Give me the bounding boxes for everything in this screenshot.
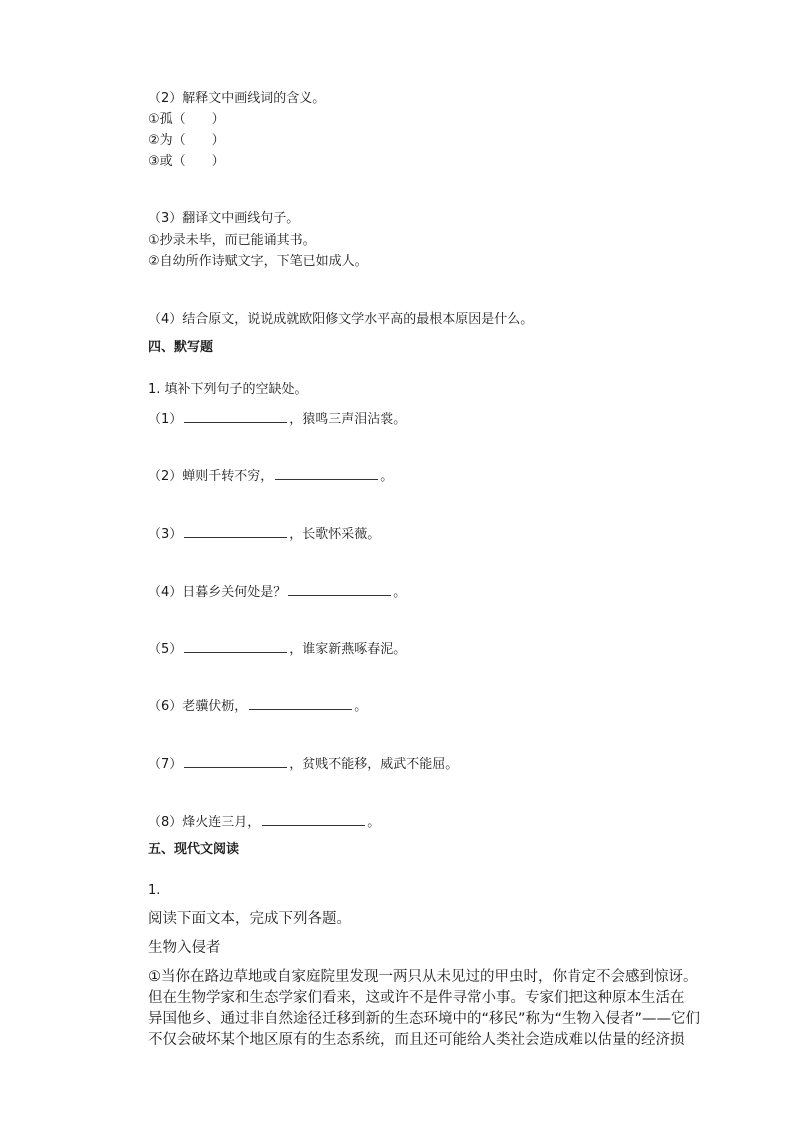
article-paragraph-line-4: 不仅会破坏某个地区原有的生态系统，而且还可能给人类社会造成难以估量的经济损 [148,1032,685,1048]
fill-item-num: （5） [148,642,183,657]
q3-prompt: （3）翻译文中画线句子。 [148,211,300,226]
fill-blank[interactable] [262,813,365,826]
fill-blank[interactable] [184,640,287,653]
fill-item-num: （8） [148,815,183,830]
section4-question: 1. 填补下列句子的空缺处。 [148,382,308,397]
section4-title: 四、默写题 [148,340,214,355]
fill-item-6 [148,697,367,716]
fill-item-5 [148,640,406,659]
q2-prompt: （2）解释文中画线词的含义。 [148,91,326,106]
fill-blank[interactable] [275,467,378,480]
fill-item-4 [148,583,406,602]
fill-item-num: （1） [148,412,183,427]
fill-item-num: （6） [148,699,183,714]
article-paragraph-line-3: 异国他乡、通过非自然途径迁移到新的生态环境中的“移民”称为“生物入侵者”——它们 [148,1011,701,1027]
fill-blank[interactable] [288,583,391,596]
fill-item-after: 。 [380,469,394,484]
fill-item-num: （4） [148,585,183,600]
q4-prompt: （4）结合原文，说说成就欧阳修文学水平高的最根本原因是什么。 [148,312,534,327]
fill-item-num: （2） [148,469,183,484]
section5-question-number: 1. [148,883,161,898]
fill-item-1 [148,410,406,429]
fill-item-num: （7） [148,757,183,772]
fill-item-after: ，贫贱不能移，威武不能屈。 [289,757,459,772]
q2-item-3: ③或（ ） [148,154,225,169]
fill-item-before: 日暮乡关何处是？ [182,585,287,600]
fill-blank[interactable] [184,525,287,538]
fill-item-after: ，谁家新燕啄春泥。 [289,642,407,657]
q2-item-1: ①孤（ ） [148,112,225,127]
fill-item-2 [148,467,393,486]
fill-blank[interactable] [184,755,287,768]
fill-item-after: 。 [354,699,368,714]
article-paragraph-line-1: ①当你在路边草地或自家庭院里发现一两只从未见过的甲虫时，你肯定不会感到惊讶。 [148,969,698,985]
fill-item-8 [148,813,380,832]
section5-title: 五、现代文阅读 [148,842,240,857]
fill-item-before: 老骥伏枥， [182,699,248,714]
fill-item-before: 蝉则千转不穷， [182,469,274,484]
q3-item-2: ②自幼所作诗赋文字，下笔已如成人。 [148,254,368,269]
section5-instruction: 阅读下面文本，完成下列各题。 [148,911,351,927]
fill-item-7 [148,755,458,774]
article-paragraph-line-2: 但在生物学家和生态学家们看来，这或许不是件寻常小事。专家们把这种原本生活在 [148,990,685,1006]
fill-blank[interactable] [184,410,287,423]
fill-item-after: ，猿鸣三声泪沾裳。 [289,412,407,427]
fill-blank[interactable] [249,697,352,710]
fill-item-before: 烽火连三月， [182,815,261,830]
fill-item-after: 。 [367,815,381,830]
fill-item-after: 。 [393,585,407,600]
q2-item-2: ②为（ ） [148,133,225,148]
fill-item-3 [148,525,380,544]
fill-item-num: （3） [148,527,183,542]
q3-item-1: ①抄录未毕，而已能诵其书。 [148,233,316,248]
article-title: 生物入侵者 [148,940,221,956]
fill-item-after: ，长歌怀采薇。 [289,527,381,542]
